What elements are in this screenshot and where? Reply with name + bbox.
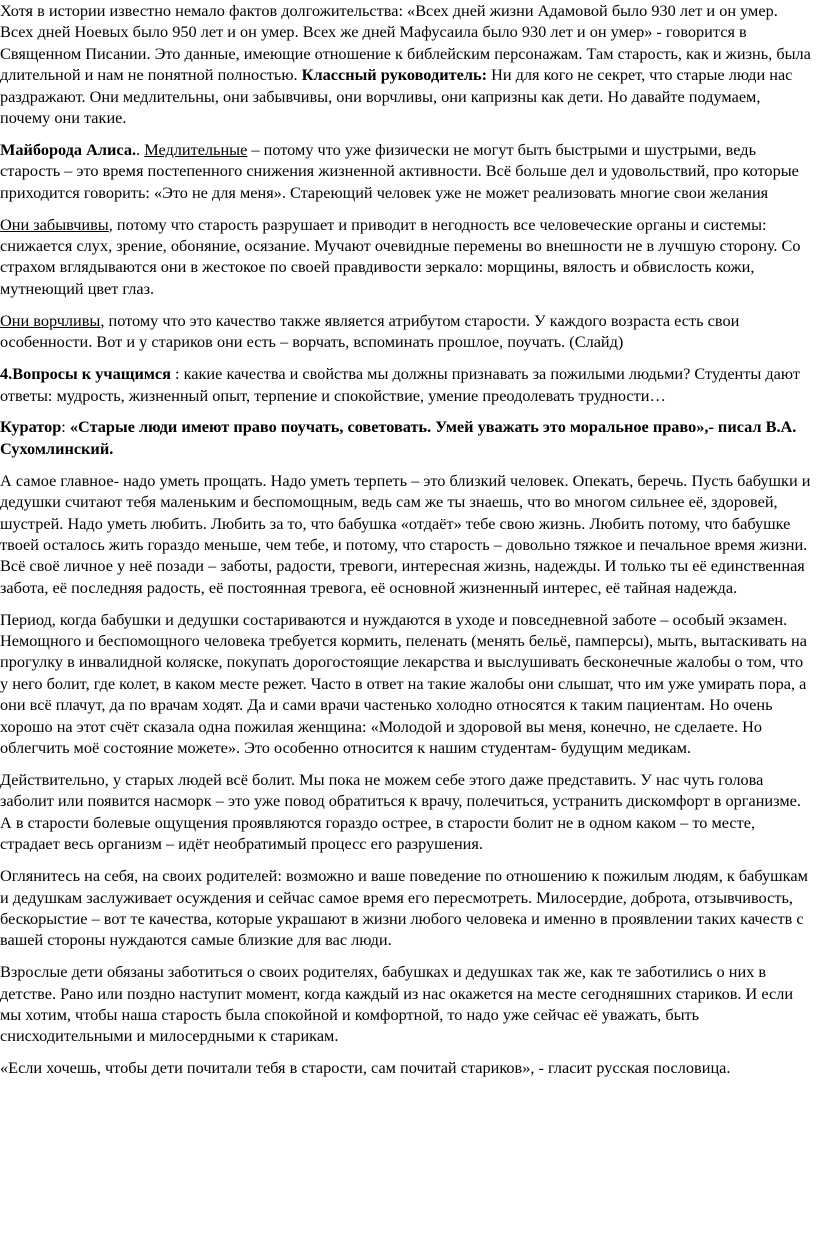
punct: :	[61, 417, 70, 437]
curator-label: Куратор	[0, 417, 62, 437]
grumpy-text: , потому что это качество также является атрибутом старости. У каждого возраста есть свои особенности. Вот и у стариков они есть – ворчать, вспоминать прошлое, поучать. (Слайд)	[0, 310, 740, 352]
forgetful-text: , потому что старость разрушает и приводит в негодность все человеческие органы и системы: снижается слух, зрение, обоняние, осязание. Мучают очевидные перемены во внешности не в лучшую сторону. Со страхом вглядываются они в жестокое по своей правдивости зеркало: морщины, вялость и обвислость кожи, мутнеющий цвет глаз.	[0, 214, 801, 298]
paragraph-adult-children: Взрослые дети обязаны заботиться о своих родителях, бабушках и дедушках так же, как те заботились о них в детстве. Рано или поздно наступит момент, когда каждый из нас окажется на месте сегодняшних стариков. И если мы хотим, чтобы наша старость была спокойной и комфортной, то надо уже сейчас её уважать, быть снисходительными и милосердными к старикам.	[0, 962, 794, 1046]
paragraph-intro	[0, 0, 812, 128]
slow-heading: Медлительные	[144, 139, 248, 159]
class-teacher-label: Классный руководитель:	[301, 65, 487, 85]
paragraph-grumpy	[0, 310, 812, 353]
curator-quote: «Старые люди имеют право поучать, советовать. Умей уважать это моральное право»,- писал В.А. Сухомлинский.	[0, 417, 797, 458]
paragraph-curator	[0, 416, 812, 459]
punct: .	[136, 139, 145, 159]
paragraph-forgetful	[0, 214, 812, 300]
paragraph-look: Оглянитесь на себя, на своих родителей: возможно и ваше поведение по отношению к пожилым людям, к бабушкам и дедушкам заслуживает осуждения и сейчас самое время его пересмотреть. Милосердие, доброта, отзывчивость, бескорыстие – вот те качества, которые украшают в жизни любого человека и именно в проявлении таких качеств с вашей стороны нуждаются самые близкие для вас люди.	[0, 866, 808, 950]
questions-label: 4.Вопросы к учащимся	[0, 364, 171, 384]
grumpy-heading: Они ворчливы	[0, 310, 101, 330]
paragraph-forgive: А самое главное- надо уметь прощать. Надо уметь терпеть – это близкий человек. Опекать, беречь. Пусть бабушки и дедушки считают тебя маленьким и беспомощным, ведь сам же ты знаешь, что во многом сильнее её, здоровей, шустрей. Надо уметь любить. Любить за то, что бабушка «отдаёт» тебе свою жизнь. Любить потому, что бабушке твоей осталось жить гораздо меньше, чем тебе, и потому, что старость – довольно тяжкое и печальное время жизни. Всё своё личное у неё позади – заботы, радости, тревоги, интересная жизнь, надежды. И только ты её единственная забота, её последняя радость, её постоянная тревога, её основной жизненный интерес, её тайная надежда.	[0, 470, 811, 597]
questions-text: : какие качества и свойства мы должны признавать за пожилыми людьми? Студенты дают ответы: мудрость, жизненный опыт, терпение и спокойствие, умение преодолевать трудности…	[0, 364, 800, 405]
paragraph-proverb: «Если хочешь, чтобы дети почитали тебя в старости, сам почитай стариков», - гласит русская пословица.	[0, 1058, 731, 1078]
paragraph-slow	[0, 139, 812, 203]
intro-text-cont: Ни для кого не секрет, что старые люди нас раздражают. Они медлительны, они забывчивы, они ворчливы, они капризны как дети. Но давайте подумаем, почему они такие.	[0, 65, 793, 128]
forgetful-heading: Они забывчивы	[0, 214, 109, 234]
slow-text: – потому что уже физически не могут быть быстрыми и шустрыми, ведь старость – это время постепенного снижения жизненной активности. Всё больше дел и удовольствий, про которые приходится говорить: «Это не для меня». Стареющий человек уже не может реализовать многие свои желания	[0, 139, 799, 202]
paragraph-questions	[0, 363, 812, 406]
paragraph-pain: Действительно, у старых людей всё болит. Мы пока не можем себе этого даже представить. У нас чуть голова заболит или появится насморк – это уже повод обратиться к врачу, полечиться, устранить дискомфорт в организме. А в старости болевые ощущения проявляются гораздо острее, в старости болит не в одном каком – то месте, страдает весь организм – идёт необратимый процесс его разрушения.	[0, 770, 801, 854]
speaker-name: Майборода Алиса.	[0, 139, 137, 159]
intro-text: Хотя в истории известно немало фактов долгожительства: «Всех дней жизни Адамовой было 930 лет и он умер. Всех дней Ноевых было 950 лет и он умер. Всех же дней Мафусаила было 930 лет и он умер» - говорится в Священном Писании. Это данные, имеющие отношение к библейским персонажам. Там старость, как и жизнь, была длительной и нам не понятной полностью.	[0, 1, 811, 85]
paragraph-period: Период, когда бабушки и дедушки состариваются и нуждаются в уходе и повседневной заботе – особый экзамен. Немощного и беспомощного человека требуется кормить, пеленать (менять бельё, памперсы), мыть, вытаскивать на прогулку в инвалидной коляске, покупать дорогостоящие лекарства и выслушивать бесконечные жалобы о том, что у него болит, где колет, в каком месте режет. Часто в ответ на такие жалобы они слышат, что им уже умирать пора, а они всё плачут, да по врачам ходят. Да и сами врачи частенько холодно относятся к таким пациентам. Но очень хорошо на этот счёт сказала одна пожилая женщина: «Молодой и здоровой вы меня, конечно, не сделаете. Но облегчить моё состояние можете». Это особенно относится к нашим студентам- будущим медикам.	[0, 609, 807, 758]
